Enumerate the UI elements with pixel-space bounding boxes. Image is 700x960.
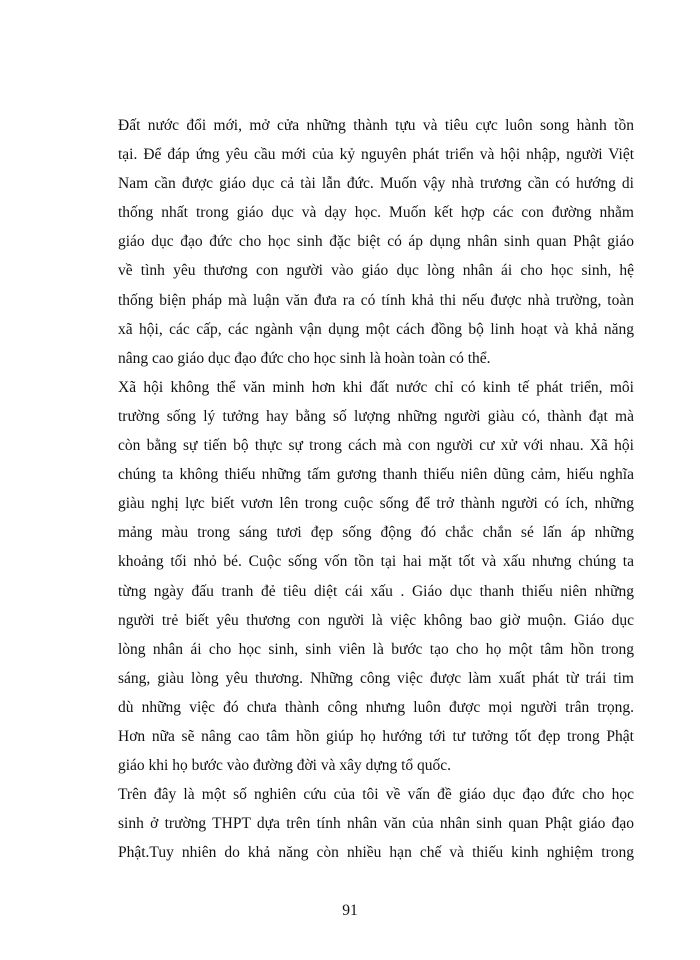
text-line: chúng ta không thiếu những tấm gương thanh thiếu niên dũng cảm, hiếu nghĩa: [118, 466, 634, 484]
text-line: giàu nghị lực biết vươn lên trong cuộc sống để trở thành người có ích, những: [118, 495, 634, 513]
text-line: giáo khi họ bước vào đường đời và xây dựng tổ quốc.: [118, 757, 452, 775]
text-line: giáo dục đạo đức cho học sinh đặc biệt có áp dụng nhân sinh quan Phật giáo: [118, 233, 634, 251]
paragraph: [118, 373, 634, 780]
text-line: dù những việc đó chưa thành công nhưng luôn được mọi người trân trọng.: [118, 698, 634, 716]
text-line: nâng cao giáo dục đạo đức cho học sinh là hoàn toàn có thể.: [118, 349, 491, 367]
text-line: xã hội, các cấp, các ngành vận dụng một cách đồng bộ linh hoạt và khả năng: [118, 320, 634, 338]
text-line: còn bằng sự tiến bộ thực sự trong cách mà con người cư xử với nhau. Xã hội: [118, 437, 634, 455]
body-text: [118, 111, 634, 867]
text-line: tại. Để đáp ứng yêu cầu mới của kỷ nguyên phát triển và hội nhập, người Việt: [118, 146, 634, 164]
text-line: người trẻ biết yêu thương con người là việc không bao giờ muộn. Giáo dục: [118, 611, 634, 629]
text-line: Phật.Tuy nhiên do khả năng còn nhiều hạn chế và thiếu kinh nghiệm trong: [118, 844, 634, 862]
text-line: mảng màu trong sáng tươi đẹp sống động đó chắc chắn sé lấn áp những: [118, 524, 634, 542]
text-line: khoảng tối nhỏ bé. Cuộc sống vốn tồn tại hai mặt tốt và xấu nhưng chúng ta: [118, 553, 634, 571]
text-line: thống nhất trong giáo dục và dạy học. Muốn kết hợp các con đường nhằm: [118, 204, 634, 222]
paragraph: [118, 780, 634, 867]
text-line: về tình yêu thương con người vào giáo dục lòng nhân ái cho học sinh, hệ: [118, 262, 634, 280]
text-line: thống biện pháp mà luận văn đưa ra có tính khả thi nếu được nhà trường, toàn: [118, 291, 634, 309]
text-line: Đất nước đổi mới, mở cửa những thành tựu và tiêu cực luôn song hành tồn: [118, 117, 634, 134]
text-line: lòng nhân ái cho học sinh, sinh viên là bước tạo cho họ một tâm hồn trong: [118, 640, 634, 658]
paragraph: [118, 111, 634, 373]
text-line: Nam cần được giáo dục cả tài lẫn đức. Muốn vậy nhà trương cần có hướng di: [118, 175, 634, 193]
text-line: sinh ở trường THPT dựa trên tính nhân văn của nhân sinh quan Phật giáo đạo: [118, 815, 634, 833]
text-line: từng ngày đấu tranh đẻ tiêu diệt cái xấu . Giáo dục thanh thiếu niên những: [118, 582, 634, 600]
text-line: Xã hội không thể văn minh hơn khi đất nước chỉ có kinh tế phát triển, môi: [118, 378, 634, 396]
text-line: trường sống lý tưởng hay bằng số lượng những người giàu có, thành đạt mà: [118, 407, 634, 425]
text-line: sáng, giàu lòng yêu thương. Những công việc được làm xuất phát từ trái tim: [118, 669, 634, 687]
text-line: Trên đây là một số nghiên cứu của tôi về vấn đề giáo dục đạo đức cho học: [118, 786, 634, 804]
text-line: Hơn nữa sẽ nâng cao tâm hồn giúp họ hướng tới tư tưởng tốt đẹp trong Phật: [118, 727, 634, 745]
page-number: 91: [342, 902, 358, 919]
